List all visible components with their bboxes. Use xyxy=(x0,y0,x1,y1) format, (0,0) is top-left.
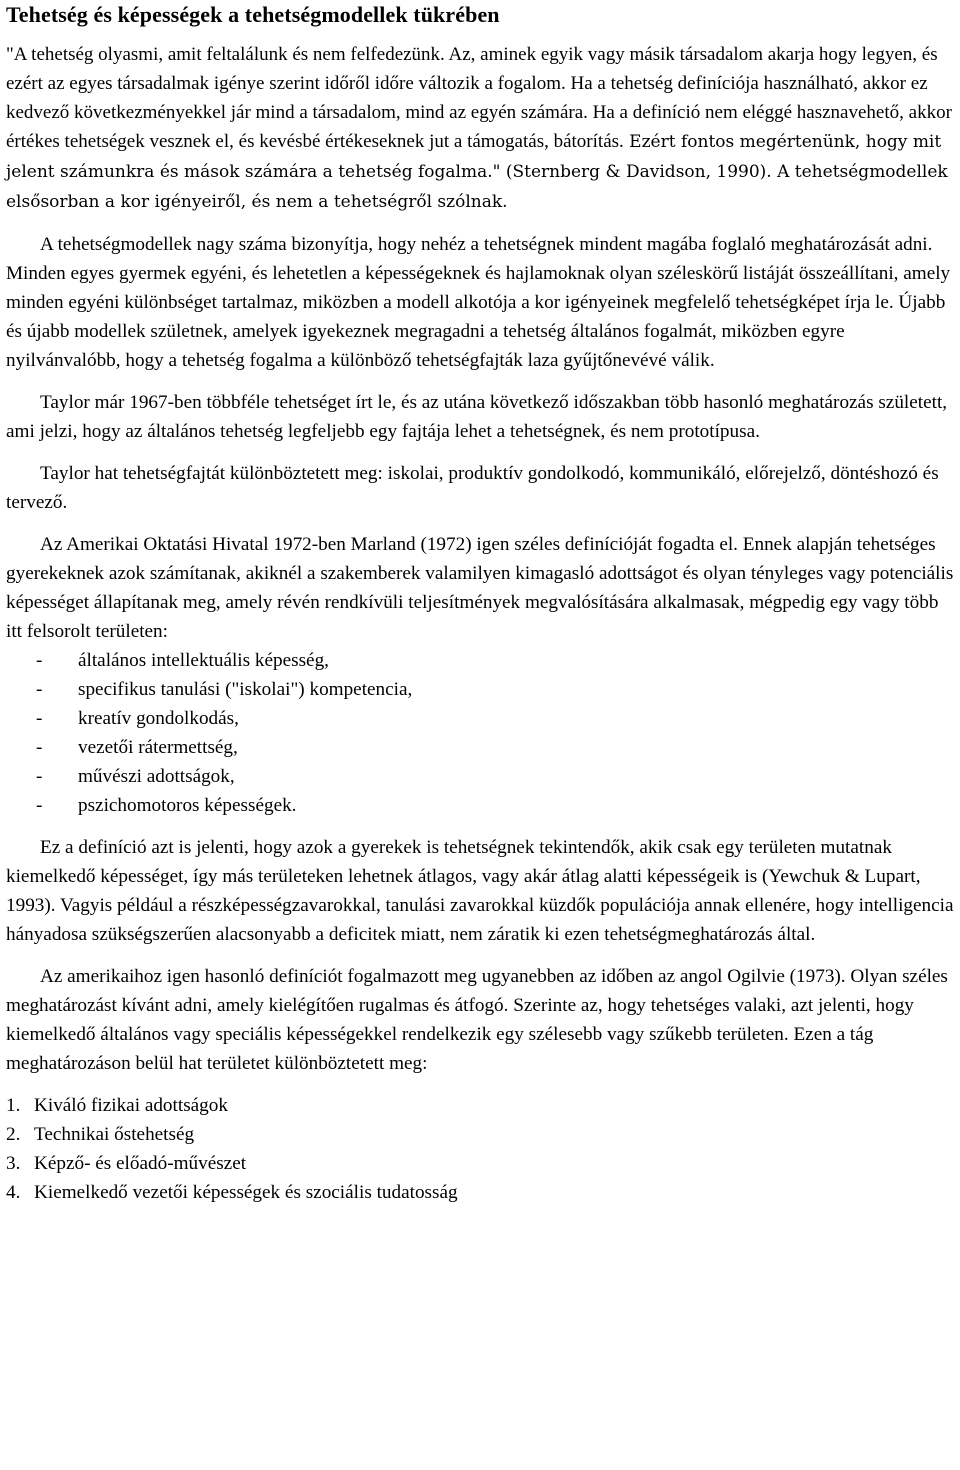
list-item: 4. Kiemelkedő vezetői képességek és szociális tudatosság xyxy=(6,1182,458,1203)
paragraph-models: A tehetségmodellek nagy száma bizonyítja, hogy nehéz a tehetségnek mindent magába foglaló meghatározását adni. Minden egyes gyermek egyéni, és lehetetlen a képességeknek és hajlamoknak olyan széleskörű listáját összeállítani, amely minden egyéni különbséget tartalmaz, miközben a modell alkotója a kor igényeinek megfelelő tehetségképet írja le. Újabb és újabb modellek születnek, amelyek igyekeznek megragadni a tehetség általános fogalmát, miközben egyre nyilvánvalóbb, hogy a tehetség fogalma a különböző tehetségfajták laza gyűjtőnevévé válik. xyxy=(6,234,951,371)
page-title: Tehetség és képességek a tehetségmodellek tükrében xyxy=(6,2,500,27)
quote-start-text: "A tehetség olyasmi, amit feltalálunk és nem felfedezünk. Az, aminek egyik vagy másik társadalom akarja hogy legyen, és ezért az egyes társadalmak igénye szerint időről időre változik a fogalom. Ha a tehetség definíciója használható, akkor ez kedvező következményekkel jár mind a társadalom, mind az egyén számára. Ha a definíció nem eléggé hasznavehető, akkor értékes tehetségek vesznek el, és kevésbé értékeseknek jut a támogatás, bátorítás. xyxy=(6,44,952,152)
talent-areas-list xyxy=(6,646,954,820)
paragraph-ogilvie: Az amerikaihoz igen hasonló definíciót fogalmazott meg ugyanebben az időben az angol Ogilvie (1973). Olyan széles meghatározást kívánt adni, amely kielégítően rugalmas és átfogó. Szerinte az, hogy tehetséges valaki, azt jelenti, hogy kiemelkedő általános vagy speciális képességekkel rendelkezik egy szélesebb vagy szűkebb területen. Ezen a tág meghatározáson belül hat területet különböztetett meg: xyxy=(6,966,948,1074)
paragraph-taylor-1967: Taylor már 1967-ben többféle tehetséget írt le, és az utána következő időszakban több hasonló meghatározás született, ami jelzi, hogy az általános tehetség legfeljebb egy fajtája lehet a tehetségnek, és nem prototípusa. xyxy=(6,392,948,442)
list-item: 1. Kiváló fizikai adottságok xyxy=(6,1095,228,1116)
list-item: - kreatív gondolkodás, xyxy=(6,704,954,733)
quote-paragraph xyxy=(6,40,954,217)
list-item: - specifikus tanulási ("iskolai") kompetencia, xyxy=(6,675,954,704)
paragraph-marland: Az Amerikai Oktatási Hivatal 1972-ben Marland (1972) igen széles definícióját fogadta el. Ennek alapján tehetséges gyerekeknek azok számítanak, akiknél a szakemberek valamilyen kimagasló adottságot és olyan tényleges vagy potenciális képességet állapítanak meg, amely révén rendkívüli teljesítmények megvalósítására alkalmasak, mégpedig egy vagy több itt felsorolt területen: xyxy=(6,534,954,642)
document-page xyxy=(6,0,954,1207)
quote-end-text: Ezért fontos megértenünk, hogy mit jelent számunkra és mások számára a tehetség fogalma." (Sternberg & Davidson, 1990). A tehetségmodellek elsősorban a kor igényeiről, és nem a tehetségről szólnak. xyxy=(6,132,948,212)
list-item: 2. Technikai őstehetség xyxy=(6,1124,195,1145)
list-item: - művészi adottságok, xyxy=(6,762,954,791)
paragraph-definition: Ez a definíció azt is jelenti, hogy azok a gyerekek is tehetségnek tekintendők, akik csak egy területen mutatnak kiemelkedő képességet, így más területeken lehetnek átlagos, vagy akár átlag alatti képességeik is (Yewchuk & Lupart, 1993). Vagyis például a részképességzavarokkal, tanulási zavarokkal küzdők populációja annak ellenére, hogy intelligencia hányadosa szükségszerűen alacsonyabb a deficitek miatt, nem záratik ki ezen tehetségmeghatározás által. xyxy=(6,837,954,945)
list-item: 3. Képző- és előadó-művészet xyxy=(6,1153,247,1174)
paragraph-taylor-types: Taylor hat tehetségfajtát különböztetett meg: iskolai, produktív gondolkodó, kommunikáló, előrejelző, döntéshozó és tervező. xyxy=(6,463,939,513)
list-item: - pszichomotoros képességek. xyxy=(6,791,954,820)
list-item: - általános intellektuális képesség, xyxy=(6,646,954,675)
ogilvie-areas-list xyxy=(6,1091,954,1207)
list-item: - vezetői rátermettség, xyxy=(6,733,954,762)
